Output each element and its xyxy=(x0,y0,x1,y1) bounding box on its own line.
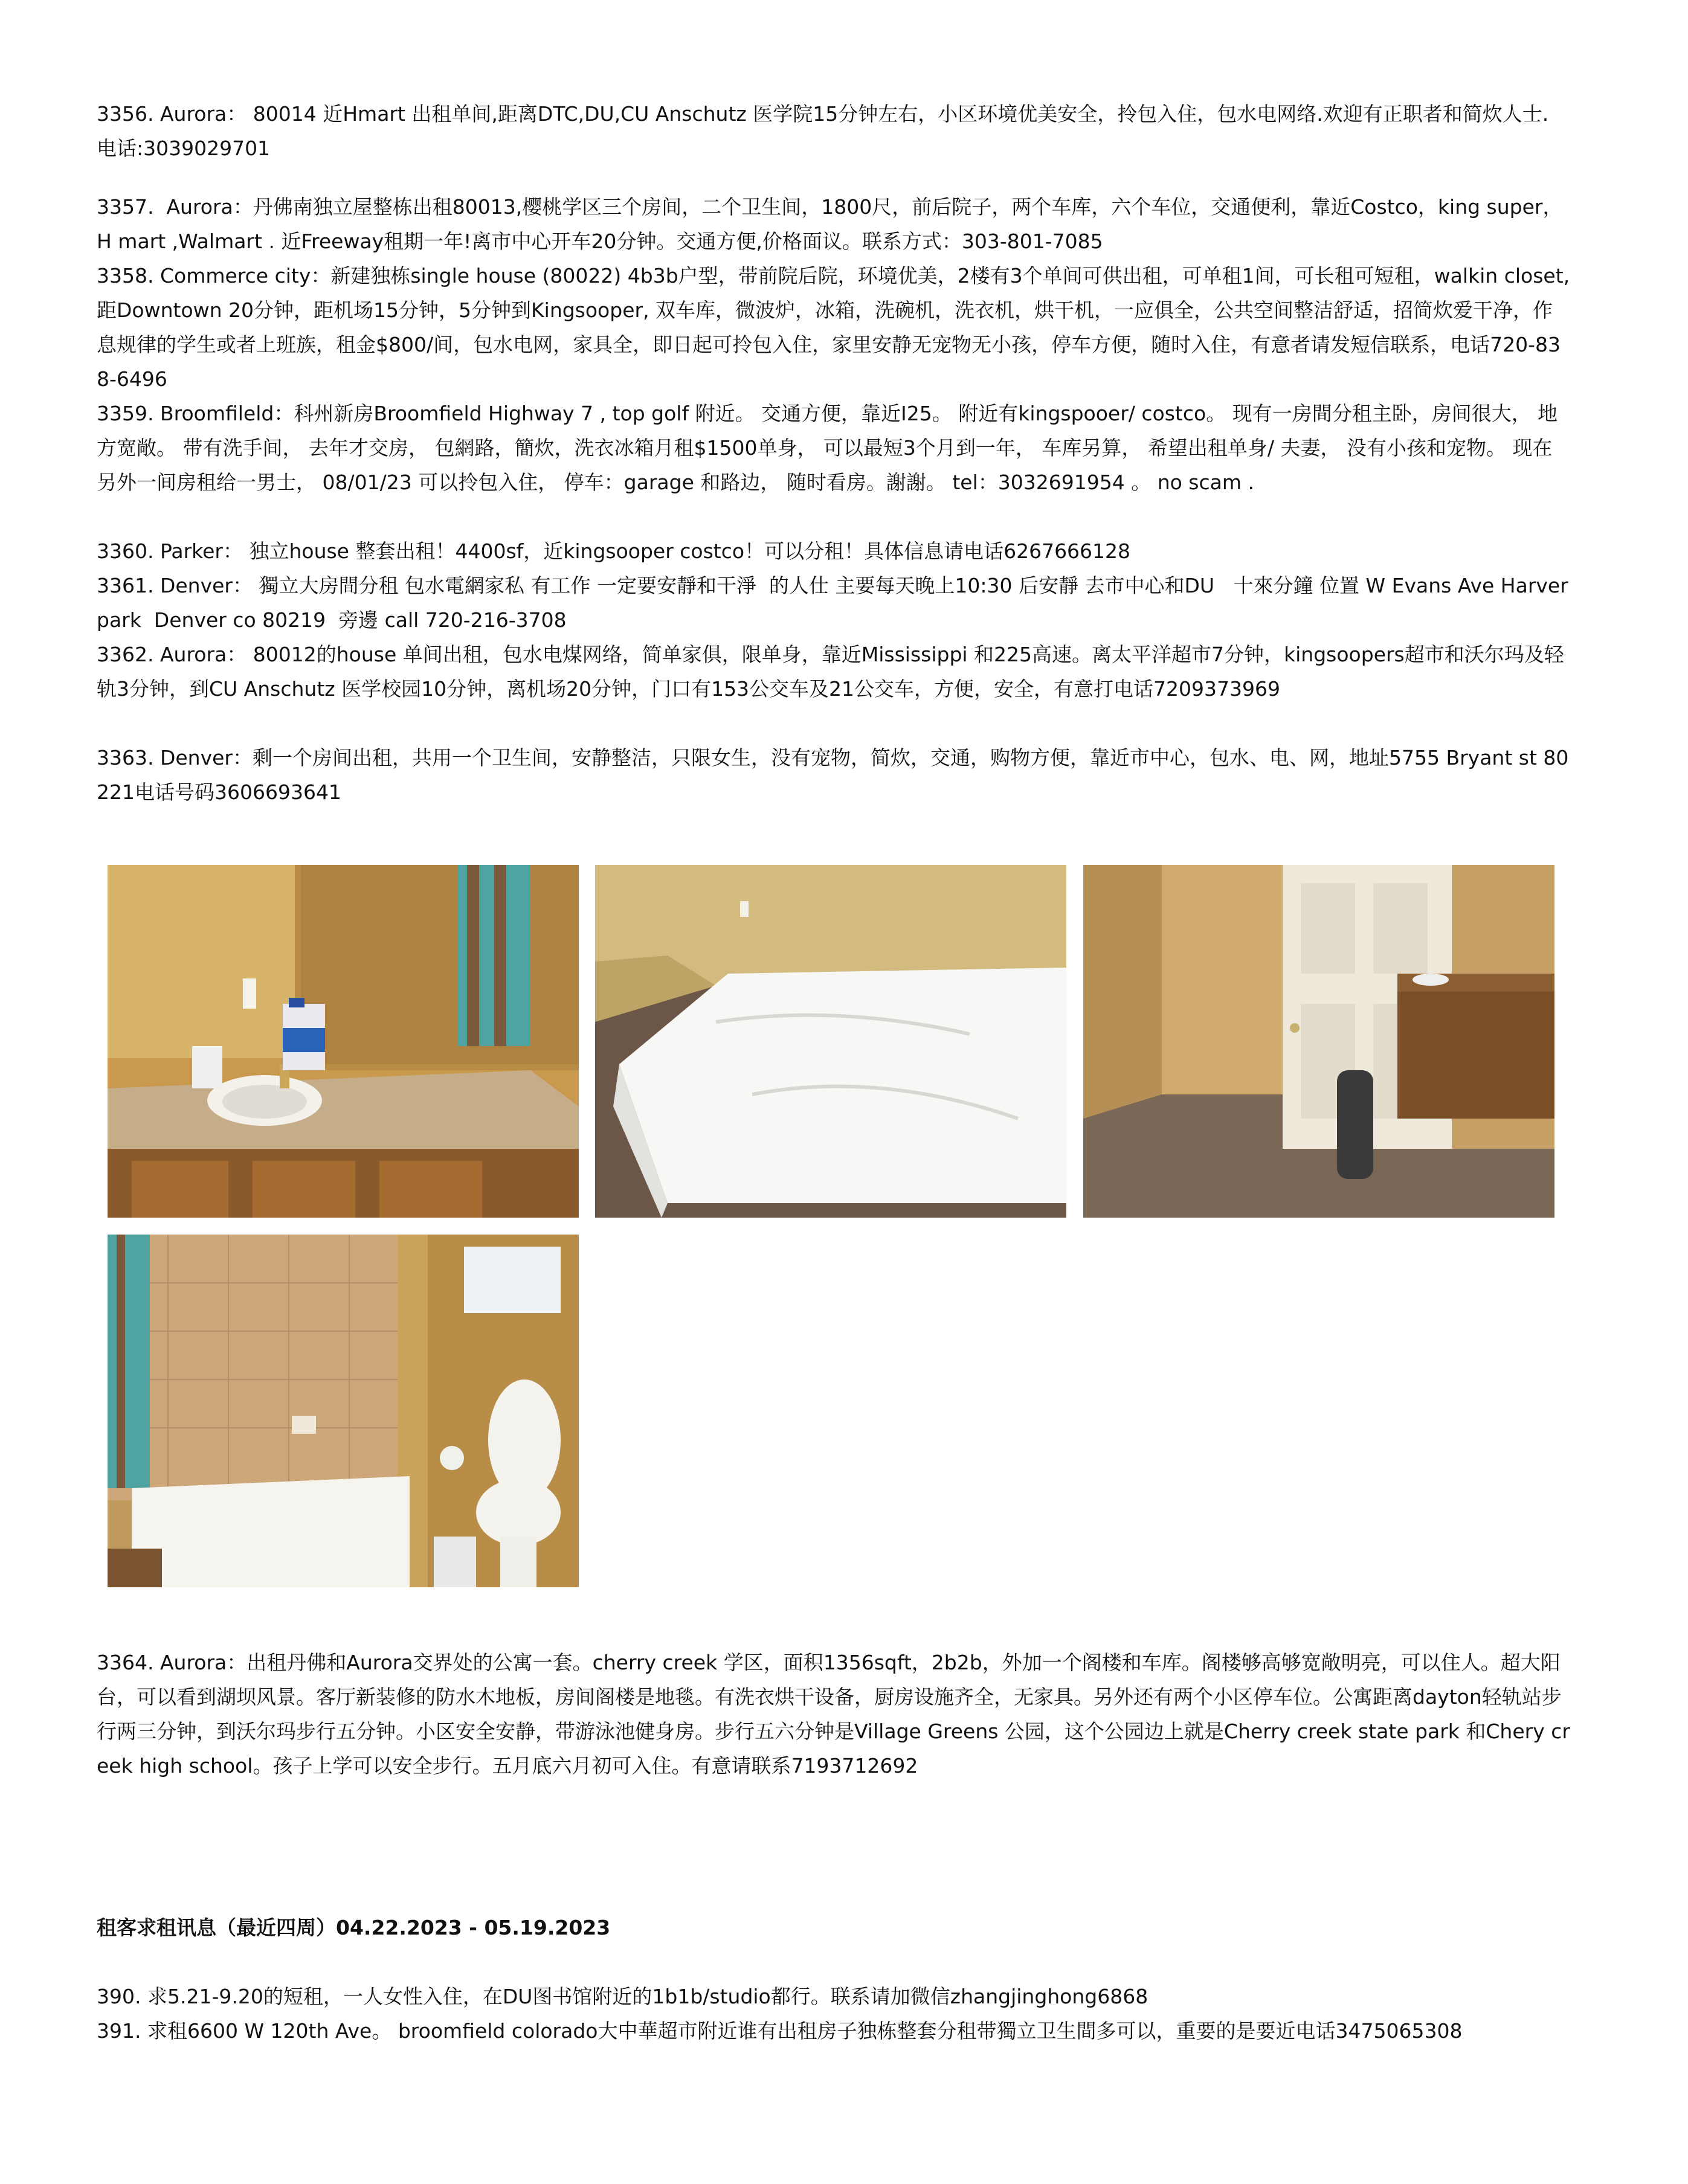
photo-bed xyxy=(595,865,1066,1218)
listing-3362: 3362. Aurora： 80012的house 单间出租，包水电煤网络，简单家俱，限单身，靠近Mississippi 和225高速。离太平洋超市7分钟，kingsoopers超市和沃尔玛及轻轨3分钟，到CU Anschutz 医学校园10分钟，离机场20分钟，门口有153公交车及21公交车，方便，安全，有意打电话7209373969 xyxy=(97,643,1564,701)
photo-bathtub-toilet xyxy=(108,1235,579,1587)
photo-bathroom-sink xyxy=(108,865,579,1218)
listing-3363: 3363. Denver：剩一个房间出租，共用一个卫生间，安静整洁，只限女生，没有宠物，简炊，交通，购物方便，靠近市中心，包水、电、网，地址5755 Bryant st 80221电话号码3606693641 xyxy=(97,746,1569,804)
listing-3358: 3358. Commerce city：新建独栋single house (80022) 4b3b户型，带前院后院，环境优美，2楼有3个单间可供出租，可单租1间，可长租可短租，walkin closet, 距Downtown 20分钟，距机场15分钟，5分钟到Kingsooper, 双车库，微波炉，冰箱，洗碗机，洗衣机，烘干机，一应俱全，公共空间整洁舒适，招简炊爱干净，作息规律的学生或者上班族，租金$800/间，包水电网，家具全，即日起可拎包入住，家里安静无宠物无小孩，停车方便，随时入住，有意者请发短信联系，电话720-838-6496 xyxy=(97,264,1576,391)
listing-3361: 3361. Denver： 獨立大房間分租 包水電網家私 有工作 一定要安靜和干淨 的人仕 主要每天晚上10:30 后安靜 去市中心和DU 十來分鐘 位置 W Evans Ave Harver park Denver co 80219 旁邊 call 720-216-3708 xyxy=(97,574,1575,632)
listing-3360: 3360. Parker： 独立house 整套出租！4400sf，近kingsooper costco！可以分租！具体信息请电话6267666128 xyxy=(97,539,1131,563)
photo-closet-room xyxy=(1083,865,1554,1218)
listing-3356: 3356. Aurora： 80014 近Hmart 出租单间,距离DTC,DU,CU Anschutz 医学院15分钟左右，小区环境优美安全，拎包入住，包水电网络.欢迎有正职者和简炊人士. 电话:3039029701 xyxy=(97,102,1555,160)
tenant-requests-heading: 租客求租讯息（最近四周）04.22.2023 - 05.19.2023 xyxy=(97,1916,611,1939)
listing-3364: 3364. Aurora：出租丹佛和Aurora交界处的公寓一套。cherry creek 学区，面积1356sqft，2b2b，外加一个阁楼和车库。阁楼够高够宽敞明亮，可以住人。超大阳台，可以看到湖坝风景。客厅新装修的防水木地板，房间阁楼是地毯。有洗衣烘干设备，厨房设施齐全，无家具。另外还有两个小区停车位。公寓距离dayton轻轨站步行两三分钟，到沃尔玛步行五分钟。小区安全安静，带游泳池健身房。步行五六分钟是Village Greens 公园，这个公园边上就是Cherry creek state park 和Chery creek high school。孩子上学可以安全步行。五月底六月初可入住。有意请联系7193712692 xyxy=(97,1651,1570,1778)
listing-3357: 3357. Aurora：丹佛南独立屋整栋出租80013,樱桃学区三个房间，二个卫生间，1800尺，前后院子，两个车库，六个车位，交通便利，靠近Costco，king super，H mart ,Walmart . 近Freeway租期一年!离市中心开车20分钟。交通方便,价格面议。联系方式：303-801-7085 xyxy=(97,195,1563,253)
tenant-request-390: 390. 求5.21-9.20的短租，一人女性入住，在DU图书馆附近的1b1b/studio都行。联系请加微信zhangjinghong6868 xyxy=(97,1985,1148,2008)
listing-3359: 3359. Broomfileld：科州新房Broomfield Highway 7 , top golf 附近。 交通方便，靠近I25。 附近有kingspooer/ costco。 现有一房間分租主卧，房间很大， 地方宽敞。 带有洗手间， 去年才交房， 包網路，簡炊，洗衣冰箱月租$1500单身， 可以最短3个月到一年， 车库另算， 希望出租单身/ 夫妻， 没有小孩和宠物。 现在另外一间房租给一男士， 08/01/23 可以拎包入住， 停车：garage 和路边， 随时看房。謝謝。 tel：3032691954 。 no scam . xyxy=(97,402,1558,494)
tenant-request-391: 391. 求租6600 W 120th Ave。 broomfield colorado大中華超市附近谁有出租房子独栋整套分租带獨立卫生間多可以，重要的是要近电话3475065308 xyxy=(97,2019,1463,2043)
